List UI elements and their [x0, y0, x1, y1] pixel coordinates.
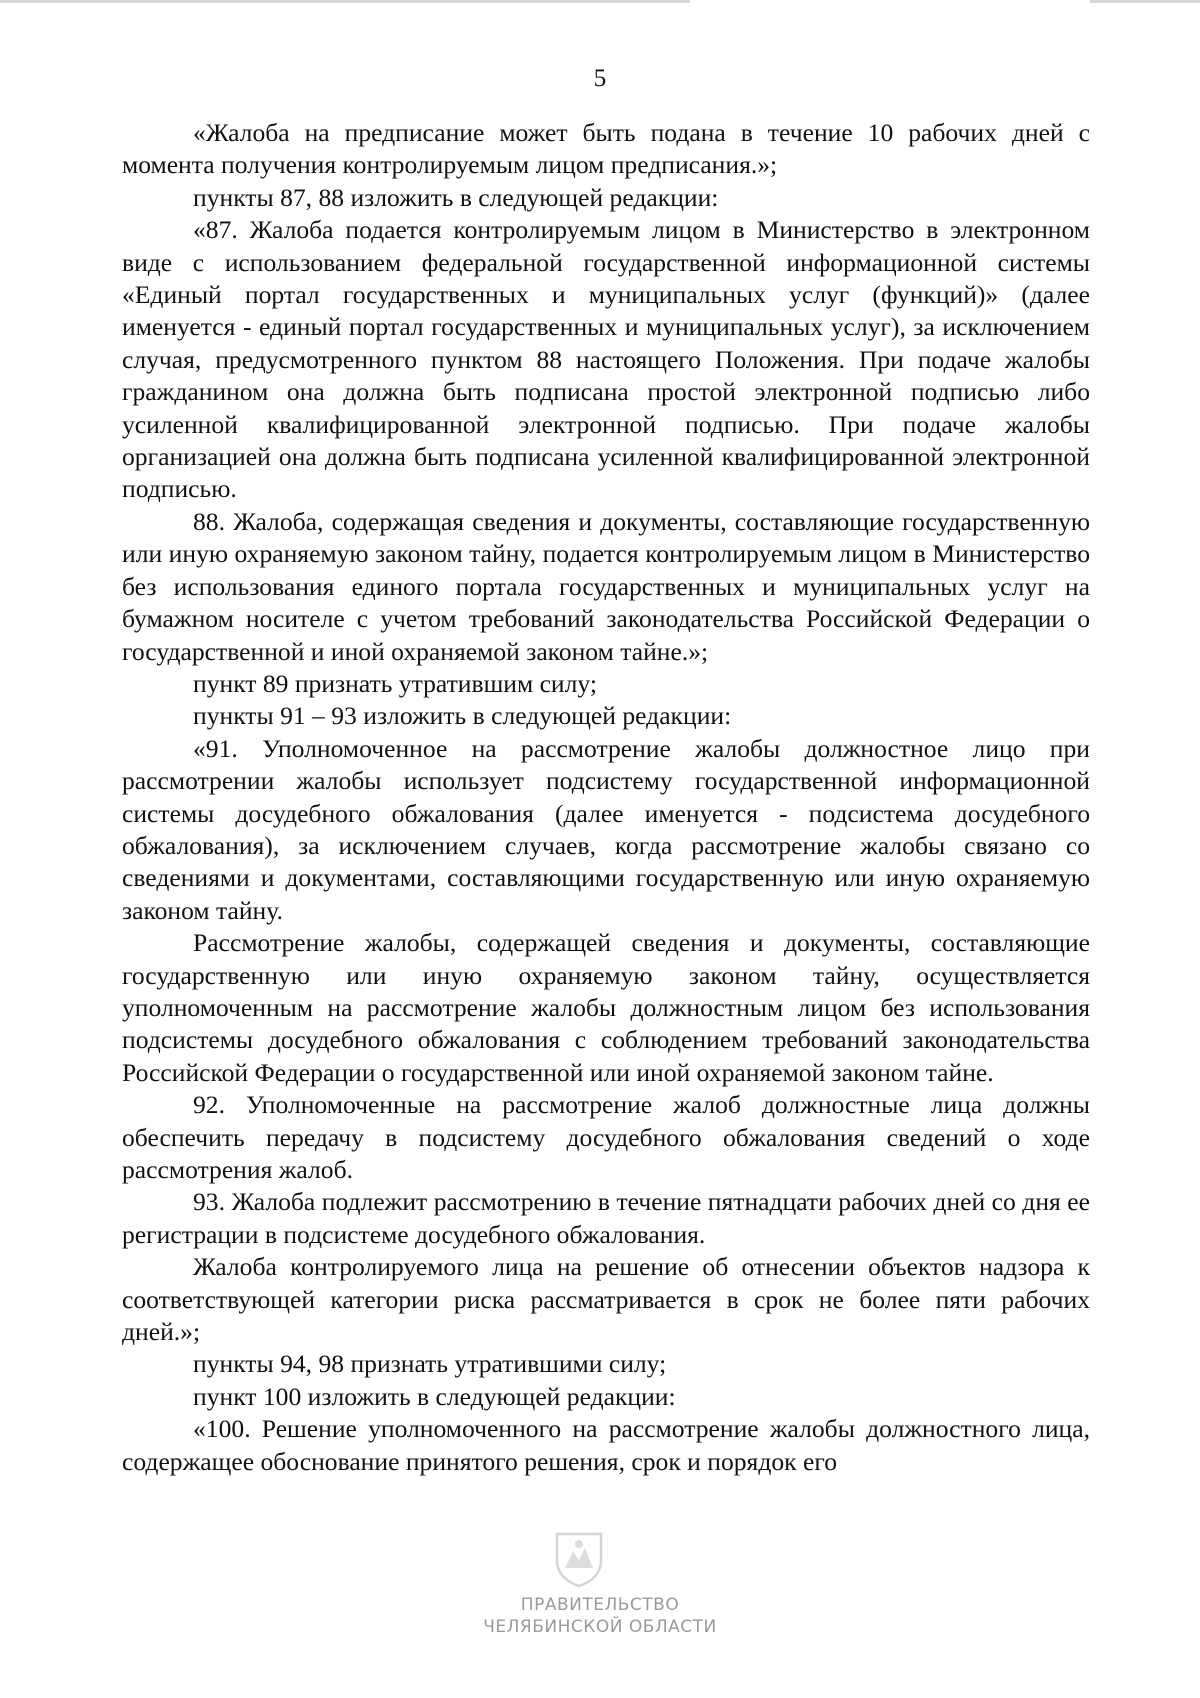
- paragraph: 88. Жалоба, содержащая сведения и документы, составляющие государственную или иную охраняемую законом тайну, подается контролируемым лицом в Министерство без использования единого портала государственных и муниципальных услуг на бумажном носителе с учетом требований законодательства Российской Федерации о государственной и иной охраняемой законом тайне.»;: [122, 506, 1090, 666]
- paragraph: «87. Жалоба подается контролируемым лицом в Министерство в электронном виде с использованием федеральной государственной информационной системы «Единый портал государственных и муниципальных услуг (функций)» (далее именуется - единый портал государственных и муниципальных услуг), за исключением случая, предусмотренного пунктом 88 настоящего Положения. При подаче жалобы гражданином она должна быть подписана простой электронной подписью либо усиленной квалифицированной электронной подписью. При подаче жалобы организацией она должна быть подписана усиленной квалифицированной электронной подписью.: [122, 215, 1090, 504]
- paragraph: пункты 87, 88 изложить в следующей редакции:: [193, 182, 719, 212]
- paragraph: «100. Решение уполномоченного на рассмотрение жалобы должностного лица, содержащее обоснование принятого решения, срок и порядок его: [122, 1414, 1090, 1476]
- paragraph: пункты 94, 98 признать утратившими силу;: [193, 1349, 667, 1379]
- stamp-line-2: ЧЕЛЯБИНСКОЙ ОБЛАСТИ: [483, 1617, 717, 1637]
- paragraph: пункты 91 – 93 изложить в следующей редакции:: [193, 701, 732, 731]
- scan-edge-left: [0, 0, 690, 3]
- document-body: [122, 117, 1090, 1478]
- paragraph: Рассмотрение жалобы, содержащей сведения и документы, составляющие государственную или иную охраняемую законом тайну, осуществляется уполномоченным на рассмотрение жалобы должностным лицом без использования подсистемы досудебного обжалования с соблюдением требований законодательства Российской Федерации о государственной или иной охраняемой законом тайне.: [122, 928, 1090, 1087]
- paragraph: «Жалоба на предписание может быть подана в течение 10 рабочих дней с момента получения контролируемым лицом предписания.»;: [122, 118, 1090, 180]
- page-number: 5: [593, 65, 607, 92]
- paragraph: «91. Уполномоченное на рассмотрение жалобы должностное лицо при рассмотрении жалобы использует подсистему государственной информационной системы досудебного обжалования (далее именуется - подсистема досудебного обжалования), за исключением случаев, когда рассмотрение жалобы связано со сведениями и документами, составляющими государственную или иную охраняемую законом тайну.: [122, 733, 1090, 925]
- paragraph: пункт 89 признать утратившим силу;: [193, 668, 597, 698]
- paragraph: пункт 100 изложить в следующей редакции:: [193, 1381, 676, 1411]
- government-stamp: [0, 1594, 1200, 1638]
- scan-edge-right: [1090, 0, 1200, 3]
- paragraph: 93. Жалоба подлежит рассмотрению в течение пятнадцати рабочих дней со дня ее регистрации в подсистеме досудебного обжалования.: [122, 1187, 1090, 1249]
- paragraph: Жалоба контролируемого лица на решение об отнесении объектов надзора к соответствующей категории риска рассматривается в срок не более пяти рабочих дней.»;: [122, 1252, 1090, 1347]
- paragraph: 92. Уполномоченные на рассмотрение жалоб должностные лица должны обеспечить передачу в подсистему досудебного обжалования сведений о ходе рассмотрения жалоб.: [122, 1090, 1090, 1184]
- coat-of-arms-icon: [553, 1530, 605, 1588]
- stamp-line-1: ПРАВИТЕЛЬСТВО: [520, 1595, 680, 1615]
